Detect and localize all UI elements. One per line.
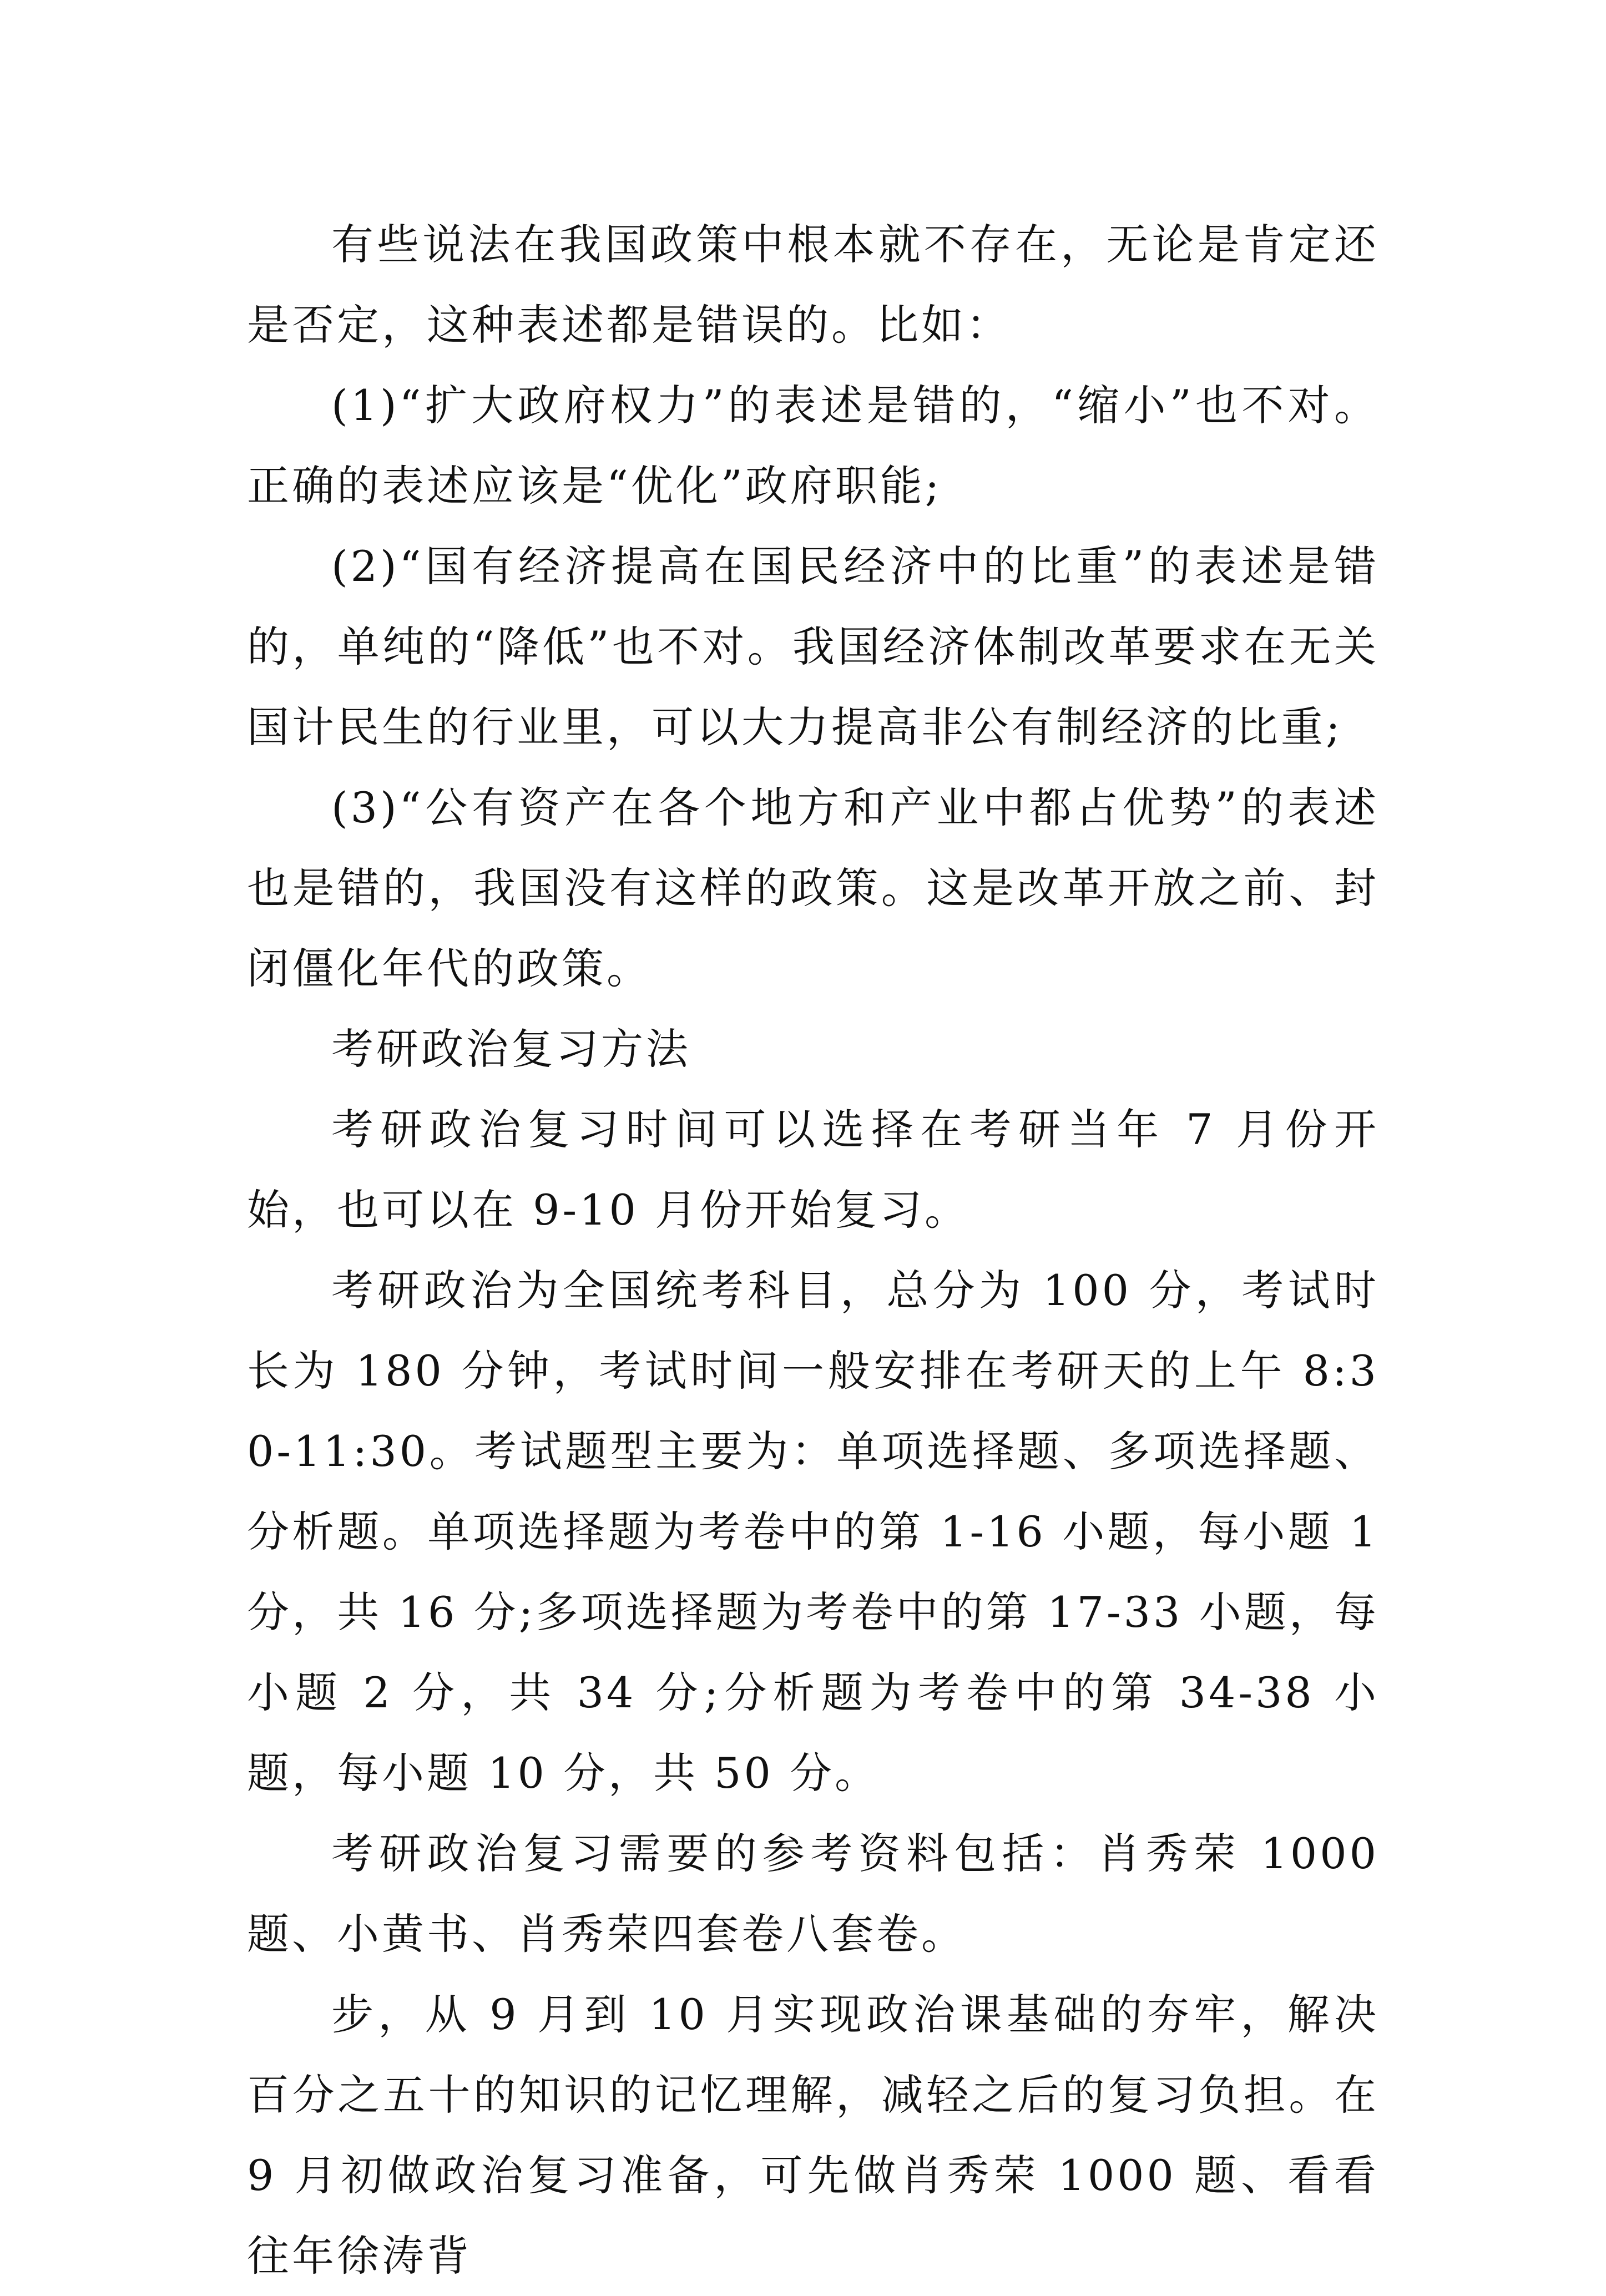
paragraph-reference-materials: 考研政治复习需要的参考资料包括：肖秀荣 1000 题、小黄书、肖秀荣四套卷八套卷。 xyxy=(247,1829,1379,1959)
paragraph-item-1: (1)“扩大政府权力”的表述是错的，“缩小”也不对。正确的表述应该是“优化”政府职能; xyxy=(247,381,1379,510)
section-heading: 考研政治复习方法 xyxy=(331,1024,691,1074)
paragraph-step: 步，从 9 月到 10 月实现政治课基础的夯牢，解决百分之五十的知识的记忆理解，减轻之后的复习负担。在 9 月初做政治复习准备，可先做肖秀荣 1000 题、看看往年徐涛背 xyxy=(247,1990,1379,2280)
paragraph-review-time: 考研政治复习时间可以选择在考研当年 7 月份开始，也可以在 9-10 月份开始复习。 xyxy=(247,1105,1379,1235)
paragraph-exam-format: 考研政治为全国统考科目，总分为 100 分，考试时长为 180 分钟，考试时间一般安排在考研天的上午 8:30-11:30。考试题型主要为：单项选择题、多项选择题、分析题。单项选择题为考卷中的第 1-16 小题，每小题 1 分，共 16 分;多项选择题为考卷中的第 17-33 小题，每小题 2 分，共 34 分;分析题为考卷中的第 34-38 小题，每小题 10 分，共 50 分。 xyxy=(247,1266,1379,1798)
paragraph-item-2: (2)“国有经济提高在国民经济中的比重”的表述是错的，单纯的“降低”也不对。我国经济体制改革要求在无关国计民生的行业里，可以大力提高非公有制经济的比重; xyxy=(247,542,1379,752)
paragraph-nonexistent-statements: 有些说法在我国政策中根本就不存在，无论是肯定还是否定，这种表述都是错误的。比如： xyxy=(247,220,1379,350)
paragraph-item-3: (3)“公有资产在各个地方和产业中都占优势”的表述也是错的，我国没有这样的政策。这是改革开放之前、封闭僵化年代的政策。 xyxy=(247,783,1379,993)
document-body xyxy=(247,204,1379,2296)
